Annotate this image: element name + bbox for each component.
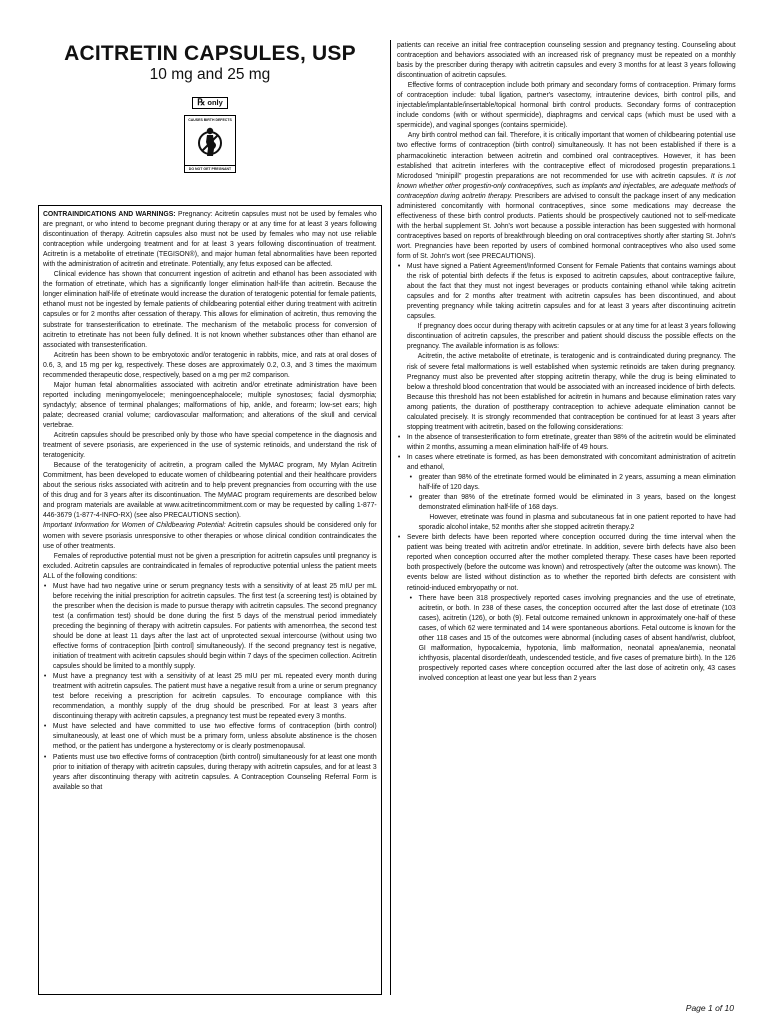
rx-only-badge [192, 97, 228, 109]
sub-list [409, 593, 736, 683]
paragraph: • Must have signed a Patient Agreement/Informed Consent for Female Patients that contains warnings about the risk of potential birth defects if the fetus is exposed to acitretin capsules, about contraceptive failure, about the fact that they must not ingest beverages or products containing ethanol while taking acitretin capsules and for 2 months after treatment with acitretin capsules has been discontinued, and about preventing pregnancy while taking acitretin capsules and for at least 3 years after discontinuing acitretin capsules. [406, 261, 736, 321]
paragraph [43, 209, 377, 269]
requirements-list [397, 261, 736, 683]
paragraph: Acitretin has been shown to be embryotoxic and/or teratogenic in rabbits, mice, and rats at oral doses of 0.6, 3, and 15 mg per kg, respectively. These doses are approximately 0.2, 0.3, and 3 times the maximum recommended therapeutic dose, respectively, based on a mg per m2 comparison. [43, 349, 377, 379]
paragraph: • greater than 98% of the etretinate formed would be eliminated in 3 years, based on the longest demonstrated elimination half-life of 168 days. [418, 492, 736, 512]
conditions-list [43, 581, 377, 792]
page-title: ACITRETIN CAPSULES, USP [64, 42, 356, 65]
list-item: • greater than 98% of the etretinate formed would be eliminated in 2 years, assuming a mean elimination half-life of 120 days. [409, 472, 736, 492]
italic-text: It is not known whether other progestin-only contraceptives, such as implants and injectables, are adequate methods of contraception during acitretin therapy. [397, 170, 736, 200]
document-page [38, 40, 736, 995]
list-item: • Patients must use two effective forms of contraception (birth control) simultaneously for at least one month prior to initiation of therapy with acitretin capsules, during therapy with acitretin capsules, and for at least 3 years after discontinuing therapy with acitretin capsules. A Contraception Counseling Referral Form is available so that [43, 752, 377, 792]
paragraph-text: Prescribers are advised to consult the package insert of any medication administered concomitantly with hormonal contraceptives, since some medications may decrease the effectiveness of these birth control products. Patients should be prospectively cautioned not to self-medicate with the herbal supplement St. John's wort because a possible interaction has been suggested with hormonal contraceptives based on reports of breakthrough bleeding on oral contraceptives shortly after starting St. John's wort. Pregnancies have been reported by users of combined hormonal contraceptives who also used some form of St. John's wort (see PRECAUTIONS). [397, 190, 736, 260]
rx-symbol: ℞ [197, 98, 206, 108]
list-item [397, 261, 736, 432]
paragraph: Effective forms of contraception include both primary and secondary forms of contraception. Primary forms of contraception include: tubal ligation, partner's vasectomy, intrauterine devices, birth control pills, and injectable/implantable/insertable/topical hormonal birth control products. Secondary forms of contraception include condoms (with or without spermicide), diaphragms and cervical caps (which must be used with a spermicide), and vaginal sponges (contains spermicide). [397, 80, 736, 130]
pregnancy-prohibited-icon [197, 126, 223, 158]
paragraph: Acitretin capsules should be prescribed only by those who have special competence in the diagnosis and treatment of severe psoriasis, are experienced in the use of systemic retinoids, and understand the risk of teratogenicity. [43, 430, 377, 460]
list-item [397, 452, 736, 532]
paragraph: • In cases where etretinate is formed, as has been demonstrated with concomitant administration of acitretin and ethanol, [406, 451, 736, 471]
list-item: • Must have had two negative urine or serum pregnancy tests with a sensitivity of at least 25 mIU per mL before receiving the initial prescription for acitretin capsules. The first test (a screening test) is obtained by the prescriber when the decision is made to pursue therapy with acitretin capsules. The second pregnancy test (a confirmation test) should be done during the first 5 days of the menstrual period immediately preceding the beginning of therapy with acitretin capsules. For patients with amenorrhea, the second test should be done at least 11 days after the last act of unprotected sexual intercourse (without using two effective forms of contraception [birth control] simultaneously). If the second pregnancy test is negative, initiation of treatment with acitretin capsules should begin within 7 days of the specimen collection. Acitretin capsules should be limited to a monthly supply. [43, 581, 377, 671]
header [38, 42, 382, 173]
paragraph: If pregnancy does occur during therapy with acitretin capsules or at any time for at least 3 years following discontinuation of acitretin capsules, the prescriber and patient should discuss the possible effects on the pregnancy. The available information is as follows: [406, 321, 736, 351]
pregnancy-warning-pictogram [184, 115, 236, 173]
right-column [390, 40, 736, 995]
paragraph-text: Acitretin capsules should be considered only for women with severe psoriasis unresponsive to other therapies or whose clinical condition contraindicates the use of other treatments. [43, 520, 377, 550]
paragraph [397, 130, 736, 261]
paragraph-text: Pregnancy: Acitretin capsules must not be used by females who are pregnant, or who intend to become pregnant during therapy or at any time for at least 3 years following discontinuation of therapy. Acitretin capsules also must not be used by females who may not use reliable contraception while undergoing treatment and for at least 3 years following discontinuation of treatment. Acitretin is a metabolite of etretinate (TEGISON®), and major human fetal abnormalities have been reported with the administration of acitretin and etretinate. Potentially, any fetus exposed can be affected. [43, 209, 377, 269]
paragraph [43, 520, 377, 550]
subheading: Important Information for Women of Childbearing Potential: [43, 520, 226, 530]
paragraph: Because of the teratogenicity of acitretin, a program called the MyMAC program, My Mylan Acitretin Commitment, has been developed to educate women of childbearing potential and their healthcare providers about the serious risks associated with acitretin and to help prevent pregnancies from occurring with the use of this drug and for 3 years after its discontinuation. The MyMAC program requirements are described below and program materials are available at www.acitretincommitment.com or may be requested by calling 1-877-446-3679 (1-877-4-INFO-RX) (see also PRECAUTIONS section). [43, 460, 377, 520]
section-heading: CONTRAINDICATIONS AND WARNINGS: [43, 209, 176, 218]
paragraph: patients can receive an initial free contraception counseling session and pregnancy testing. Counseling about contraception and behaviors associated with an increased risk of pregnancy must be repeated on a monthly basis by the prescriber during therapy with acitretin capsules and every 3 months for at least 3 years following discontinuation of acitretin capsules. [397, 40, 736, 80]
paragraph: Major human fetal abnormalities associated with acitretin and/or etretinate administration have been reported including meningomyelocele; meningoencephalocele; multiple synostoses; facial dysmorphia; syndactyly; absence of terminal phalanges; malformations of hip, ankle, and forearm; low-set ears; high palate; decreased cranial volume; cardiovascular malformation; and alterations of the skull and cervical vertebrae. [43, 379, 377, 429]
list-item [397, 532, 736, 683]
rx-label: only [207, 98, 223, 107]
paragraph: However, etretinate was found in plasma and subcutaneous fat in one patient reported to have had sporadic alcohol intake, 52 months after she stopped acitretin therapy.2 [418, 512, 736, 532]
left-column [38, 40, 382, 995]
strengths: 10 mg and 25 mg [149, 66, 271, 83]
sub-list [409, 472, 736, 532]
paragraph: Clinical evidence has shown that concurrent ingestion of acitretin and ethanol has been associated with the formation of etretinate, which has a significantly longer elimination half-life than acitretin. Because the longer elimination half-life of etretinate would increase the duration of teratogenic potential for female patients, ethanol must not be ingested by female patients of childbearing potential either during treatment with acitretin capsules or for 2 months after cessation of therapy. This allows for elimination of acitretin, thus removing the substrate for transesterification to etretinate. The mechanism of the metabolic process for conversion of acitretin to etretinate has not been fully defined. It is not known whether substances other than ethanol are associated with transesterification. [43, 269, 377, 349]
paragraph-text: Any birth control method can fail. Therefore, it is critically important that women of childbearing potential use two effective forms of contraception (birth control) simultaneously. It has not been established if there is a pharmacokinetic interaction between acitretin and combined oral contraceptives. However, it has been established that acitretin interferes with the contraceptive effect of microdosed progestin preparations.1 Microdosed "minipill" progestin preparations are not recommended for use with acitretin capsules. [397, 130, 736, 180]
page-number: Page 1 of 10 [685, 1003, 734, 1013]
paragraph: Acitretin, the active metabolite of etretinate, is teratogenic and is contraindicated during pregnancy. The risk of severe fetal malformations is well established when systemic retinoids are taken during pregnancy. Pregnancy must also be prevented after stopping acitretin therapy, while the drug is being eliminated to below a threshold blood concentration that would be associated with an increased incidence of birth defects. Because this threshold has not been established for acitretin in humans and because elimination rates vary among patients, the duration of posttherapy contraception to achieve adequate elimination cannot be calculated precisely. It is strongly recommended that contraception be continued for at least 3 years after stopping treatment with acitretin, based on the following considerations: [406, 351, 736, 431]
boxed-warning [38, 205, 382, 995]
list-item: • There have been 318 prospectively reported cases involving pregnancies and the use of etretinate, acitretin, or both. In 238 of these cases, the conception occurred after the last dose of etretinate (103 cases), acitretin (126), or both (9). Fetal outcome remained unknown in approximately one-half of these cases, of which 62 were terminated and 14 were spontaneous abortions. Fetal outcome is known for the other 118 cases and 15 of the outcomes were abnormal (including cases of absent hand/wrist, clubfoot, GI malformation, hypocalcemia, hypotonia, limb malformation, neonatal apnea/anemia, neonatal ichthyosis, placental disorder/death, undescended testicle, and five cases of premature birth). In the 126 prospectively reported cases where conception occurred after the last dose of acitretin only, 43 cases involved conception at least one year but less than 2 years [409, 593, 736, 683]
list-item: • Must have a pregnancy test with a sensitivity of at least 25 mIU per mL repeated every month during treatment with acitretin capsules. The patient must have a negative result from a urine or serum pregnancy test before receiving a prescription for acitretin capsules. To encourage compliance with this recommendation, a monthly supply of the drug should be prescribed. For at least 3 years after discontinuing therapy with acitretin capsules, a pregnancy test must be repeated every 3 months. [43, 671, 377, 721]
list-item: • In the absence of transesterification to form etretinate, greater than 98% of the acitretin would be eliminated within 2 months, assuming a mean elimination half-life of 49 hours. [397, 432, 736, 452]
paragraph: • Severe birth defects have been reported where conception occurred during the time interval when the patient was being treated with acitretin and/or etretinate. In addition, severe birth defects have also been reported when conception occurred after the mother completed therapy. These cases have been reported both prospectively (before the outcome was known) and retrospectively (after the outcome was known). The events below are listed without distinction as to whether the reported birth defects are consistent with retinoid-induced embryopathy or not. [406, 532, 736, 592]
paragraph: Females of reproductive potential must not be given a prescription for acitretin capsules until pregnancy is excluded. Acitretin capsules are contraindicated in females of reproductive potential unless the patient meets ALL of the following conditions: [43, 550, 377, 580]
list-item [409, 492, 736, 532]
pictogram-top-text: CAUSES BIRTH DEFECTS [188, 118, 232, 122]
pictogram-bottom-text: DO NOT GET PREGNANT [185, 165, 235, 171]
list-item: • Must have selected and have committed to use two effective forms of contraception (birth control) simultaneously, at least one of which must be a primary form, unless absolute abstinence is the chosen method, or the patient has undergone a hysterectomy or is clearly postmenopausal. [43, 721, 377, 751]
